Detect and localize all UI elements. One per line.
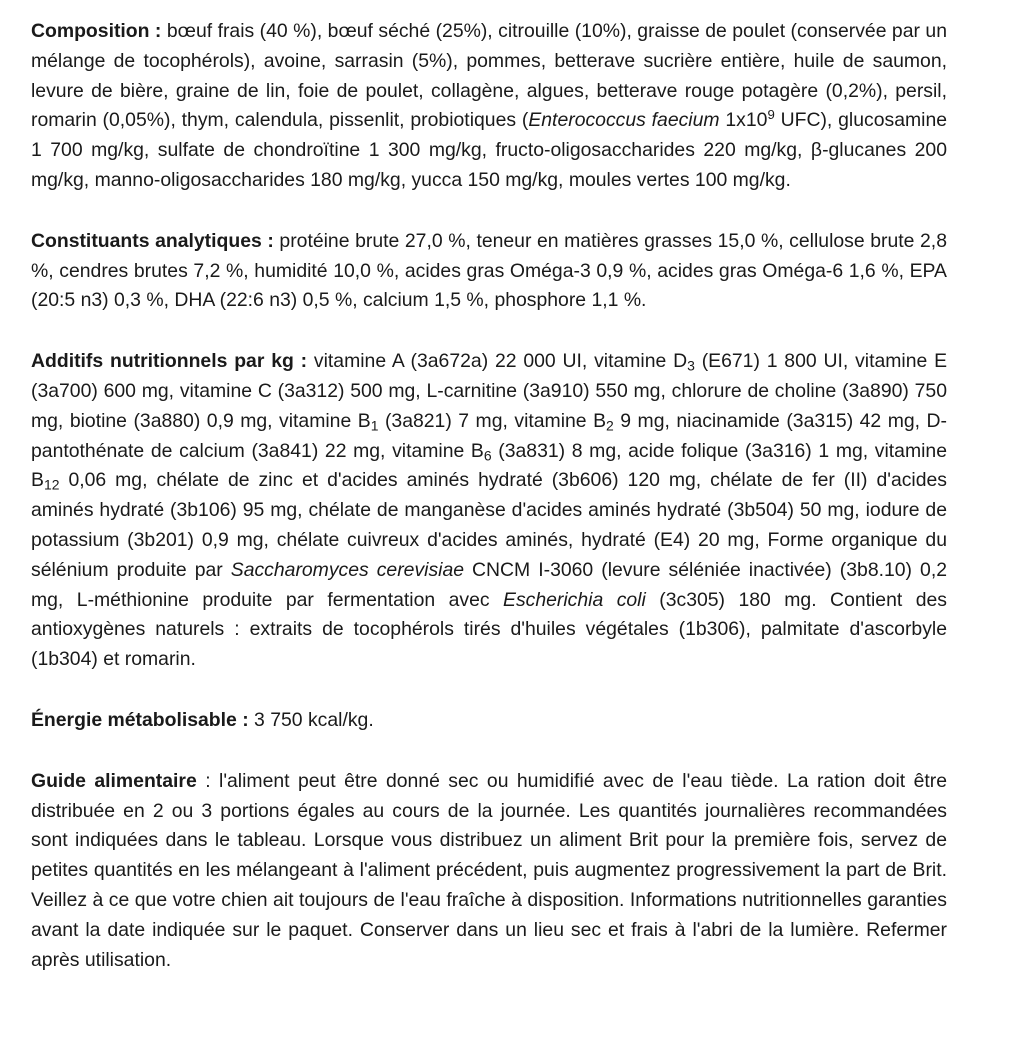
- composition-text-continued: UFC), glucosamine 1 700 mg/kg, sulfate de chondroïtine 1 300 mg/kg, fructo-oligosaccharides 220 mg/kg, β-glucanes 200 mg/kg, manno-oligosaccharides 180 mg/kg, yucca 150 mg/kg, moules vertes 100 mg/kg.: [31, 109, 948, 191]
- feeding-guide-paragraph: [31, 767, 947, 976]
- constituents-label: Constituants analytiques :: [31, 229, 274, 252]
- vitamin-subscript: 1: [370, 417, 379, 434]
- probiotic-species: Enterococcus faecium: [528, 109, 720, 132]
- additives-text: (3c305) 180 mg. Contient des antioxygènes naturels : extraits de tocophérols tirés d'huiles végétales (1b306), palmitate d'ascorbyle (1b304) et romarin.: [31, 588, 947, 671]
- additives-text: CNCM I-3060 (levure séléniée inactivée) (3b8.10) 0,2 mg, L-méthionine produite par fermentation avec: [31, 558, 947, 611]
- vitamin-subscript: 12: [43, 476, 60, 493]
- constituents-text: protéine brute 27,0 %, teneur en matières grasses 15,0 %, cellulose brute 2,8 %, cendres brutes 7,2 %, humidité 10,0 %, acides gras Oméga-3 0,9 %, acides gras Oméga-6 1,6 %, EPA (20:5 n3) 0,3 %, DHA (22:6 n3) 0,5 %, calcium 1,5 %, phosphore 1,1 %.: [31, 229, 947, 312]
- probiotic-count-exponent: 9: [767, 107, 775, 123]
- vitamin-subscript: 6: [483, 447, 492, 464]
- vitamin-subscript: 3: [687, 357, 695, 374]
- energy-paragraph: [31, 706, 947, 736]
- probiotic-count: 1x10: [719, 109, 768, 132]
- feeding-guide-label: Guide alimentaire: [31, 769, 197, 792]
- label-document: [31, 17, 947, 975]
- yeast-species: Saccharomyces cerevisiae: [230, 558, 465, 581]
- energy-text: 3 750 kcal/kg.: [248, 708, 374, 731]
- bacteria-species: Escherichia coli: [503, 588, 646, 611]
- additives-text: (E671) 1 800 UI, vitamine E (3a700) 600 mg, vitamine C (3a312) 500 mg, L-carnitine (3a910) 550 mg, chlorure de choline (3a890) 750 mg, biotine (3a880) 0,9 mg, vitamine B: [31, 350, 948, 432]
- constituents-paragraph: [31, 227, 947, 316]
- additives-text: 0,06 mg, chélate de zinc et d'acides aminés hydraté (3b606) 120 mg, chélate de fer (II) d'acides aminés hydraté (3b106) 95 mg, chélate de manganèse d'acides aminés hydraté (3b504) 50 mg, iodure de potassium (3b201) 0,9 mg, chélate cuivreux d'acides aminés, hydraté (E4) 20 mg, Forme organique du sélénium produite par: [31, 469, 947, 581]
- vitamin-subscript: 2: [606, 417, 614, 434]
- additives-text: (3a821) 7 mg, vitamine B: [378, 409, 606, 432]
- feeding-guide-text: : l'aliment peut être donné sec ou humidifié avec de l'eau tiède. La ration doit être distribuée en 2 ou 3 portions égales au cours de la journée. Les quantités journalières recommandées sont indiquées dans le tableau. Lorsque vous distribuez un aliment Brit pour la première fois, servez de petites quantités en les mélangeant à l'aliment précédent, puis augmentez progressivement la part de Brit. Veillez à ce que votre chien ait toujours de l'eau fraîche à disposition. Informations nutritionnelles garanties avant la date indiquée sur le paquet. Conserver dans un lieu sec et frais à l'abri de la lumière. Refermer après utilisation.: [31, 769, 947, 971]
- additives-text: vitamine A (3a672a) 22 000 UI, vitamine D: [307, 350, 688, 373]
- additives-text: (3a831) 8 mg, acide folique (3a316) 1 mg, vitamine B: [31, 439, 947, 492]
- composition-paragraph: [31, 17, 947, 196]
- composition-label: Composition :: [31, 20, 162, 42]
- energy-label: Énergie métabolisable :: [31, 708, 249, 731]
- additives-paragraph: [31, 347, 947, 675]
- additives-text: 9 mg, niacinamide (3a315) 42 mg, D-pantothénate de calcium (3a841) 22 mg, vitamine B: [31, 409, 947, 462]
- additives-label: Additifs nutritionnels par kg :: [31, 350, 308, 373]
- composition-text: bœuf frais (40 %), bœuf séché (25%), citrouille (10%), graisse de poulet (conservée par un mélange de tocophérols), avoine, sarrasin (5%), pommes, betterave sucrière entière, huile de saumon, levure de bière, graine de lin, foie de poulet, collagène, algues, betterave rouge potagère (0,2%), persil, romarin (0,05%), thym, calendula, pissenlit, probiotiques (: [31, 20, 947, 132]
